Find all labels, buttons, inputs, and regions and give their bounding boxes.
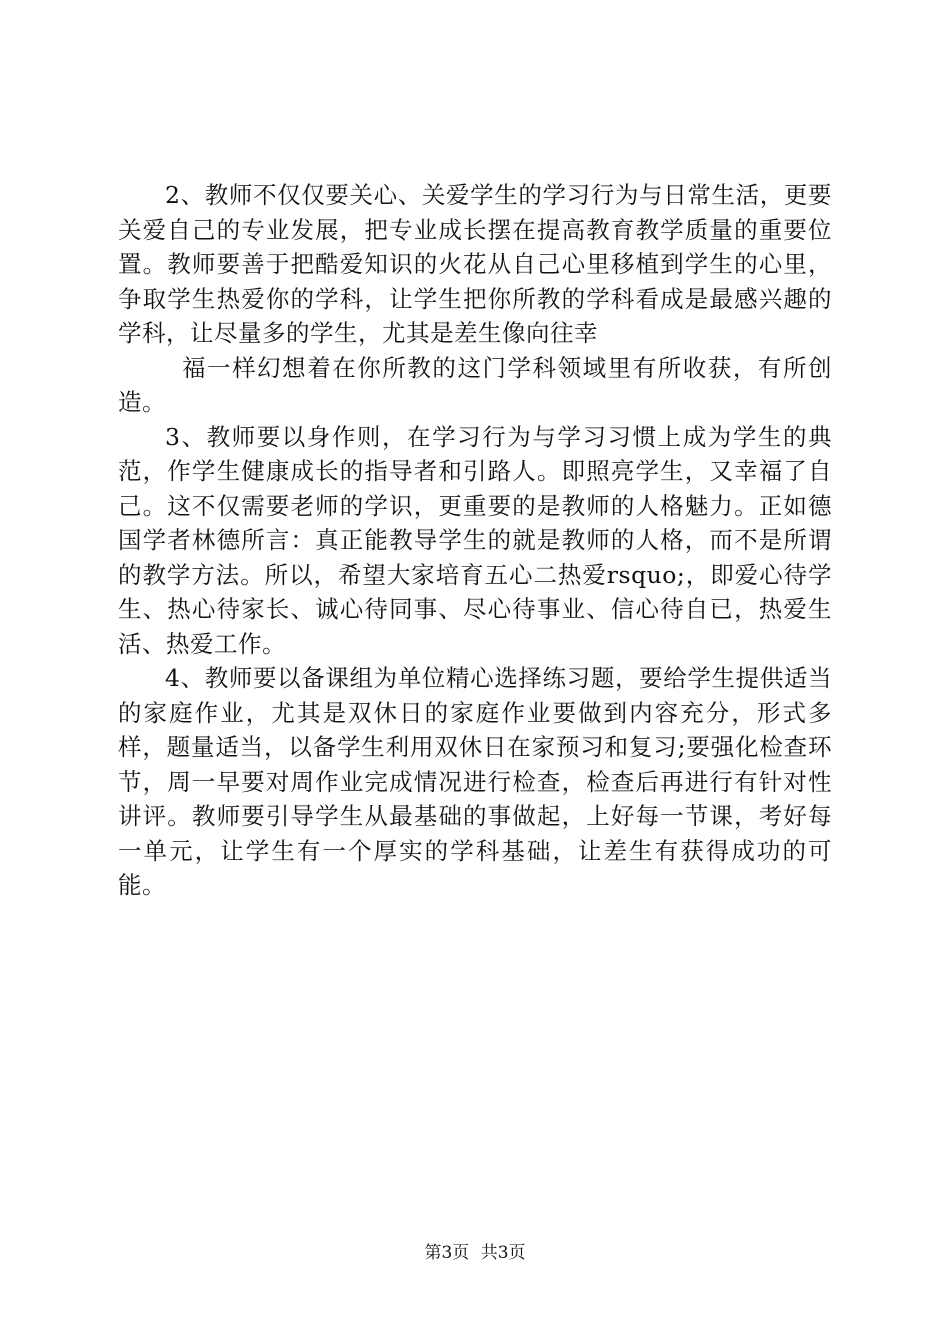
paragraph-3: 3、教师要以身作则，在学习行为与学习习惯上成为学生的典范，作学生健康成长的指导者和引路人。即照亮学生，又幸福了自己。这不仅需要老师的学识，更重要的是教师的人格魅力。正如德国学者林德所言：真正能教导学生的就是教师的人格，而不是所谓的教学方法。所以，希望大家培育五心二热爱rsquo;，即爱心待学生、热心待家长、诚心待同事、尽心待事业、信心待自已，热爱生活、热爱工作。 — [118, 422, 832, 658]
page-footer — [0, 1242, 950, 1264]
paragraph-4: 4、教师要以备课组为单位精心选择练习题，要给学生提供适当的家庭作业，尤其是双休日的家庭作业要做到内容充分，形式多样，题量适当，以备学生利用双休日在家预习和复习;要强化检查环节，周一早要对周作业完成情况进行检查，检查后再进行有针对性讲评。教师要引导学生从最基础的事做起，上好每一节课，考好每一单元，让学生有一个厚实的学科基础，让差生有获得成功的可能。 — [118, 664, 832, 899]
document-body — [118, 178, 832, 903]
paragraph-2-continuation: 福一样幻想着在你所教的这门学科领域里有所收获，有所创造。 — [118, 353, 832, 416]
paragraph-2: 2、教师不仅仅要关心、关爱学生的学习行为与日常生活，更要关爱自己的专业发展，把专业成长摆在提高教育教学质量的重要位置。教师要善于把酷爱知识的火花从自己心里移植到学生的心里，争取学生热爱你的学科，让学生把你所教的学科看成是最感兴趣的学科，让尽量多的学生，尤其是差生像向往幸 — [118, 181, 832, 347]
page-number-current: 第3页 — [424, 1243, 470, 1263]
page-number-total: 共3页 — [480, 1243, 526, 1263]
